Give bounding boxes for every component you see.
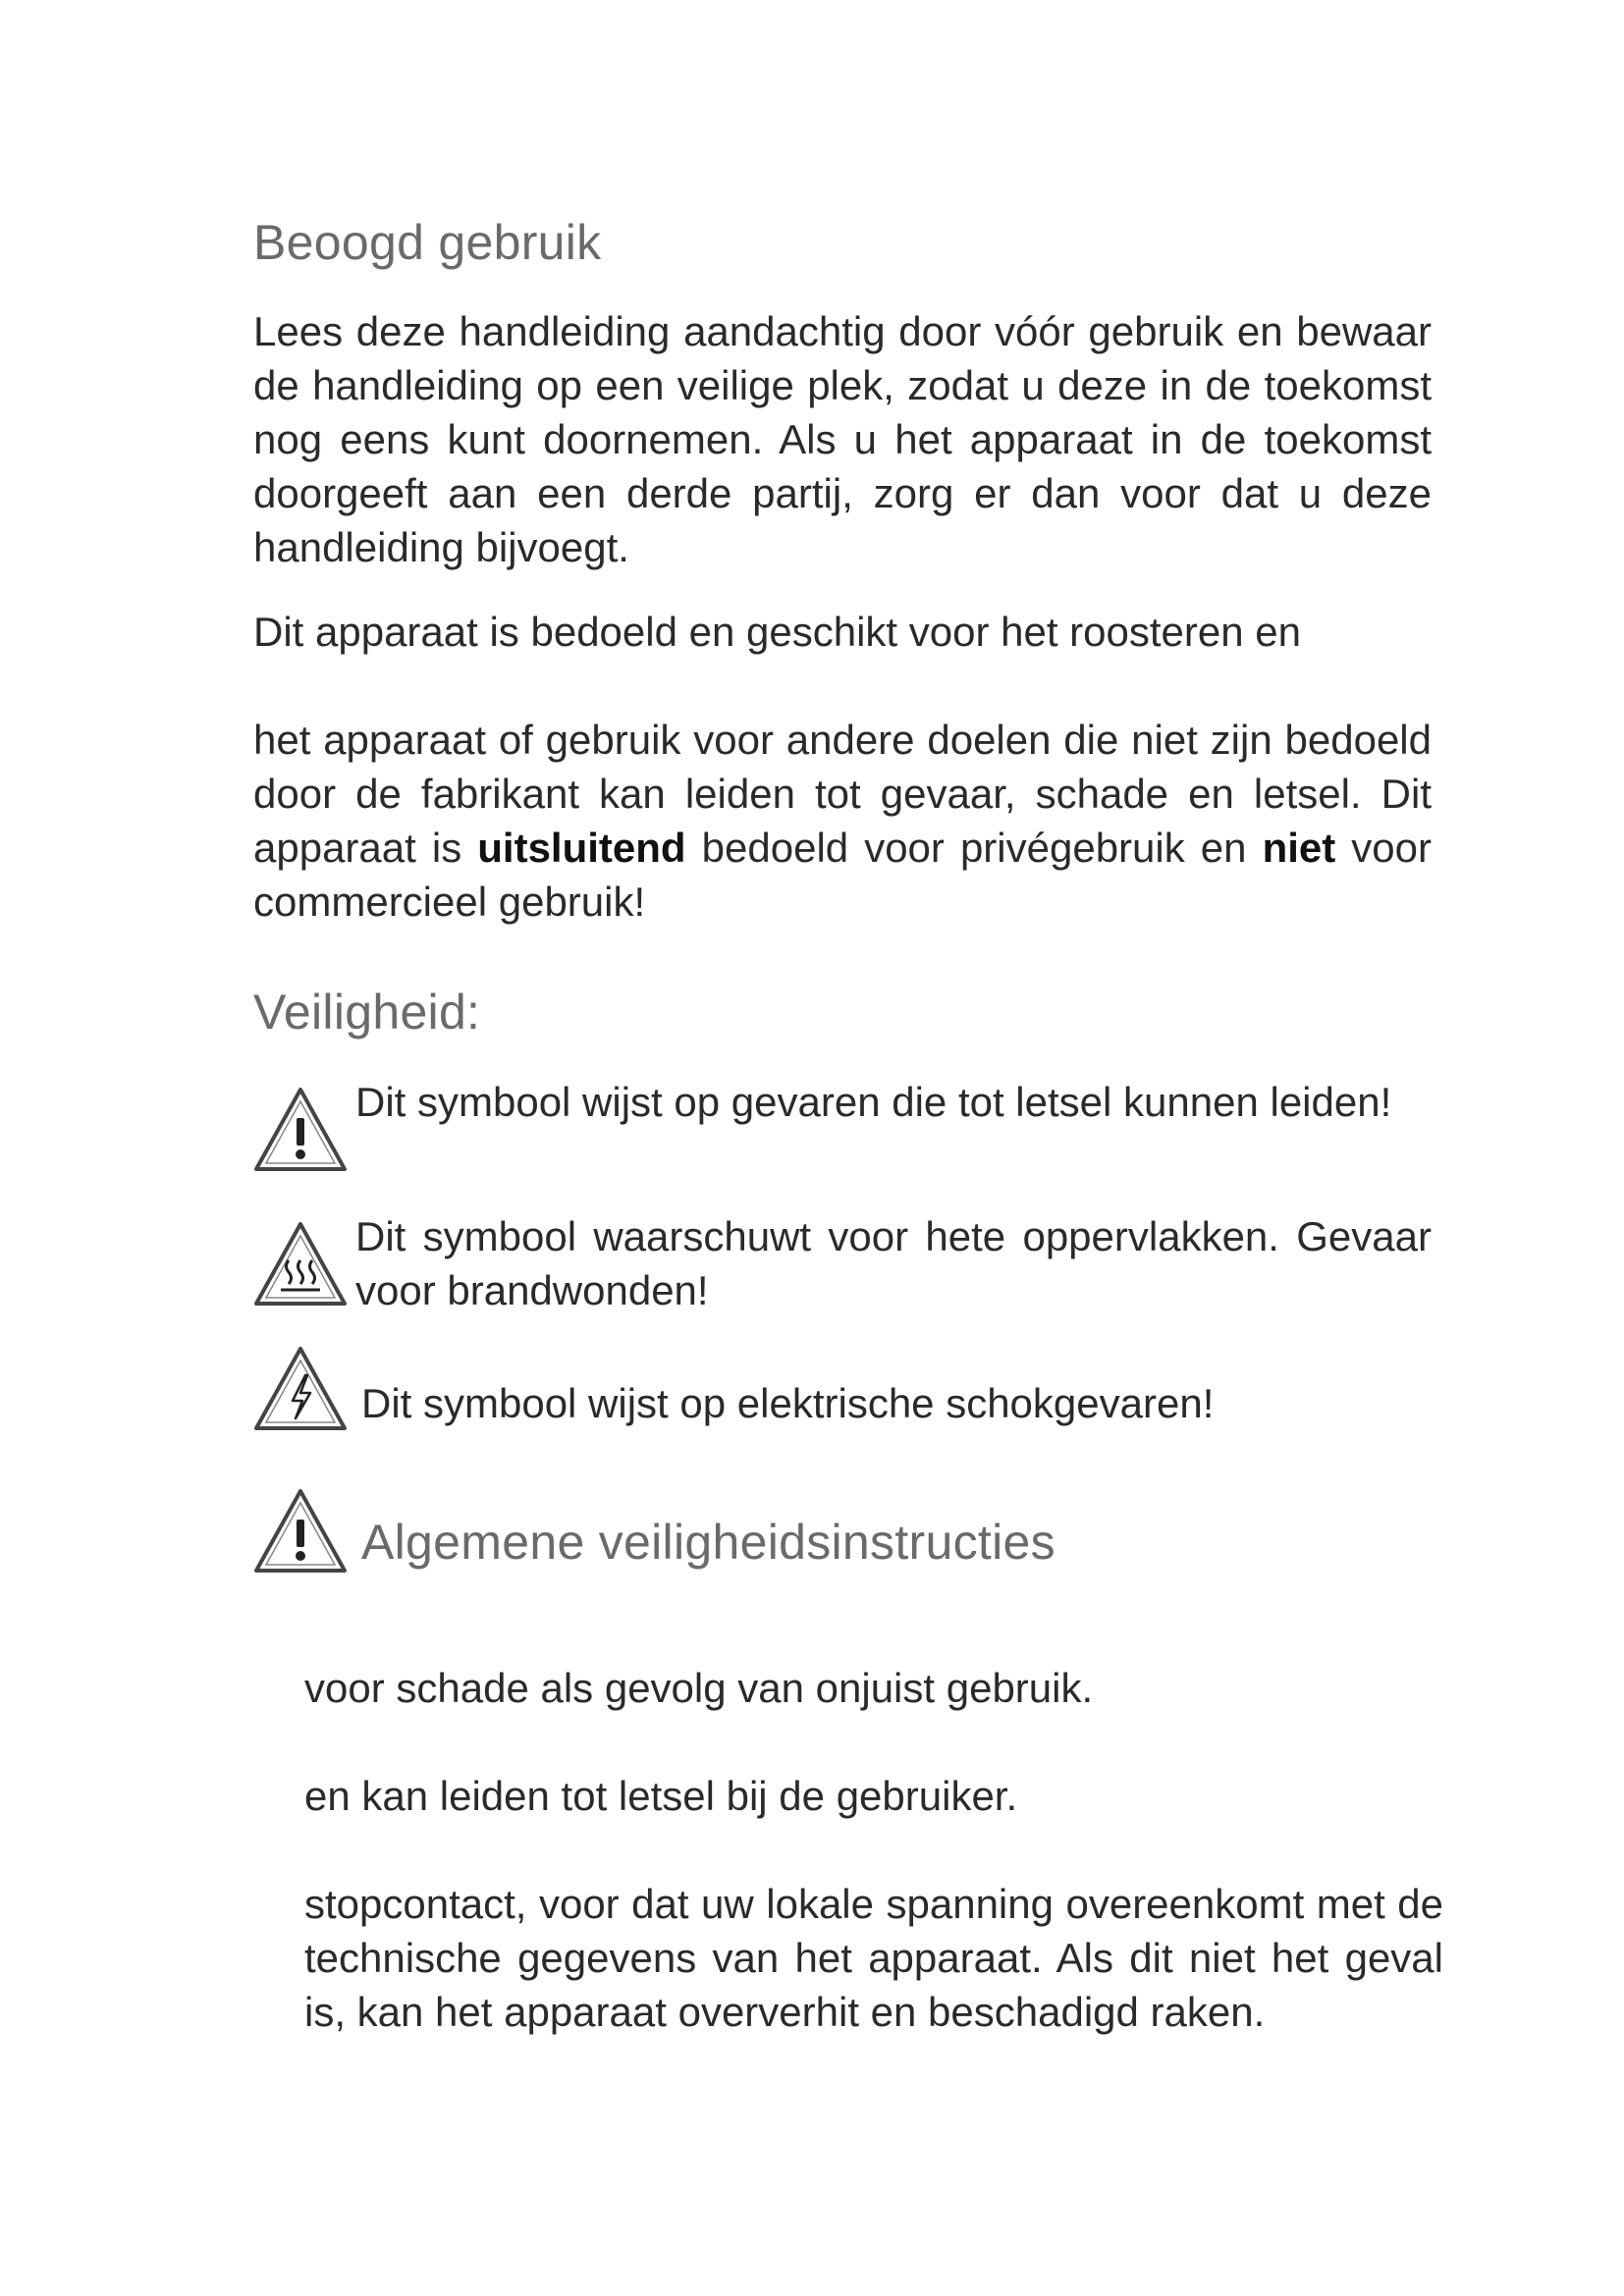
general-safety-heading-row	[253, 1482, 1432, 1580]
hot-surface-icon	[253, 1219, 348, 1308]
safety-symbol-text-2: Dit symbool waarschuwt voor hete oppervlakken. Gevaar voor brandwonden!	[355, 1213, 1432, 1313]
intended-use-paragraph-2: Dit apparaat is bedoeld en geschikt voor het roosteren en	[253, 609, 1302, 655]
section-title-intended-use: Beoogd gebruik	[253, 215, 602, 270]
intended-use-paragraph-3	[253, 713, 1432, 929]
safety-symbol-row-3	[253, 1340, 1432, 1448]
p3-text-1: het apparaat of gebruik voor andere doelen die niet zijn bedoeld door de fabrikant kan leiden tot gevaar, schade en letsel. Dit apparaat is	[253, 717, 1432, 871]
electric-shock-icon	[253, 1344, 348, 1432]
safety-symbol-text-1: Dit symbool wijst op gevaren die tot letsel kunnen leiden!	[355, 1079, 1392, 1125]
p3-text-3: voor commercieel gebruik!	[253, 825, 1433, 925]
safety-symbol-text-3: Dit symbool wijst op elektrische schokgevaren!	[361, 1380, 1215, 1426]
warning-exclamation-icon	[253, 1486, 348, 1575]
general-safety-item-3: stopcontact, voor dat uw lokale spanning overeenkomt met de technische gegevens van het apparaat. Als dit niet het geval is, kan het apparaat oververhit en beschadigd raken.	[304, 1881, 1443, 2035]
section-title-general-safety: Algemene veiligheidsinstructies	[361, 1515, 1056, 1570]
p3-text-2: bedoeld voor privégebruik en	[685, 825, 1263, 871]
intended-use-paragraph-1: Lees deze handleiding aandachtig door vóór gebruik en bewaar de handleiding op een veilige plek, zodat u deze in de toekomst nog eens kunt doornemen. Als u het apparaat in de toekomst doorgeeft aan een derde partij, zorg er dan voor dat u deze handleiding bijvoegt.	[253, 308, 1432, 570]
safety-symbol-row-1	[253, 1075, 1432, 1183]
general-safety-item-1: voor schade als gevolg van onjuist gebruik.	[304, 1665, 1094, 1711]
section-title-safety: Veiligheid:	[253, 985, 481, 1040]
safety-symbol-row-2	[253, 1209, 1432, 1317]
warning-exclamation-icon	[253, 1085, 348, 1173]
p3-bold-not: niet	[1262, 825, 1336, 871]
p3-bold-exclusively: uitsluitend	[477, 825, 686, 871]
general-safety-item-2: en kan leiden tot letsel bij de gebruiker.	[304, 1773, 1018, 1819]
